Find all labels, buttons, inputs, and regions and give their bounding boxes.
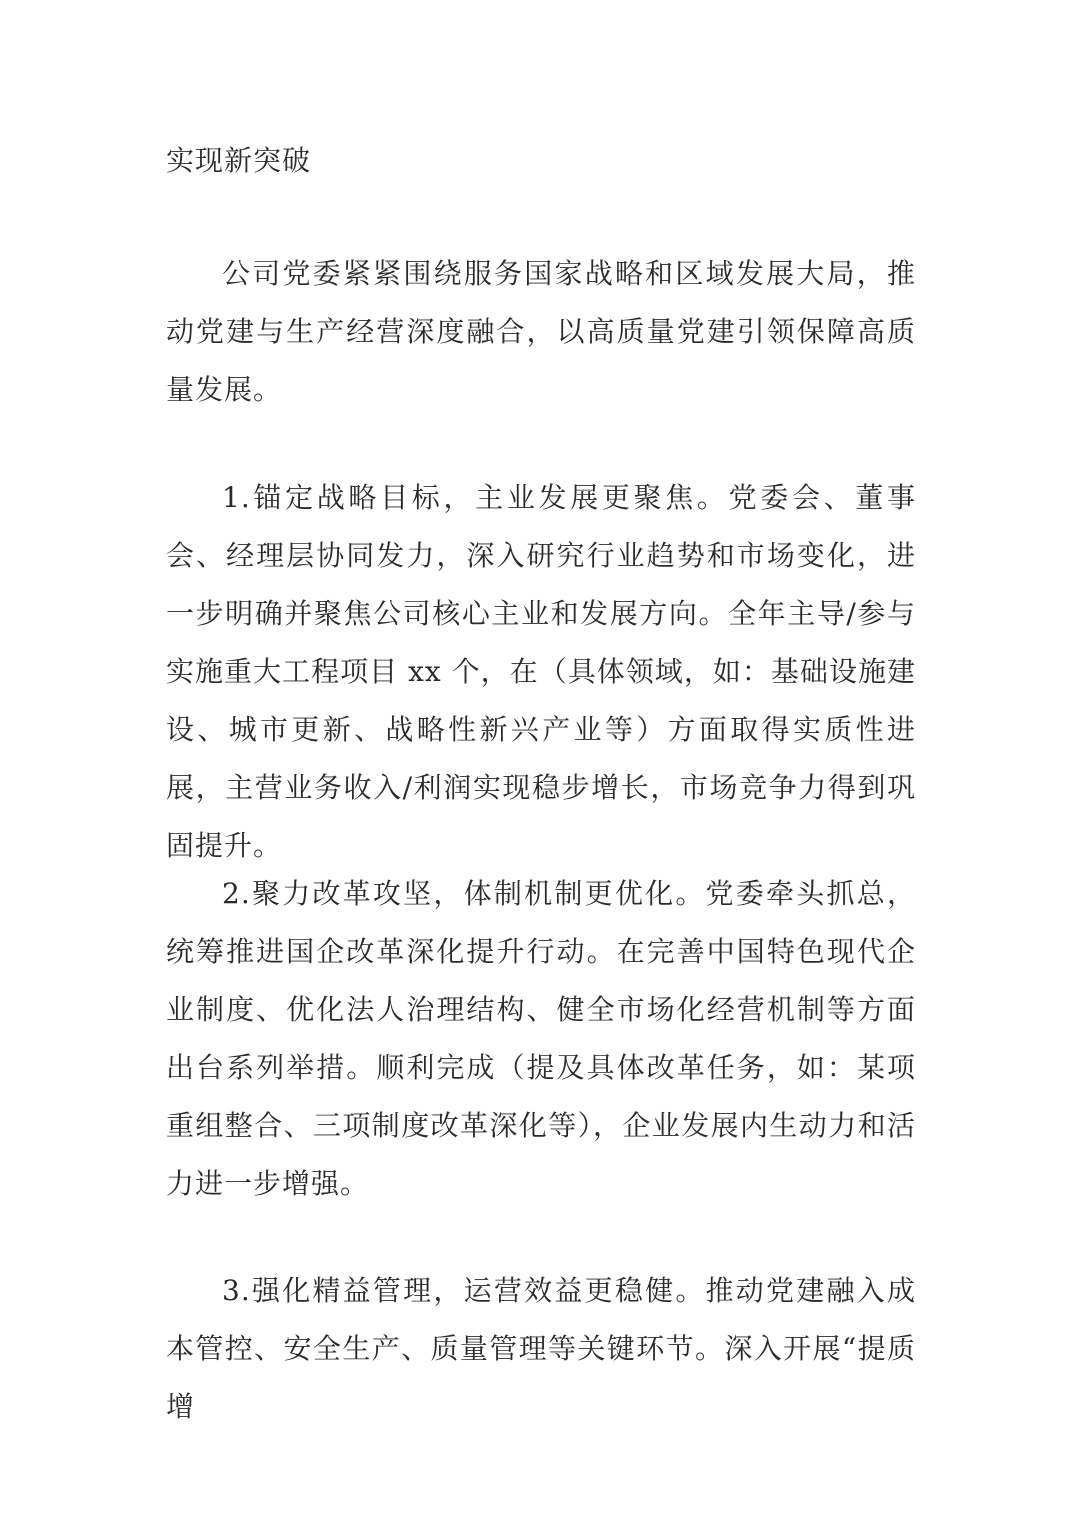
intro-paragraph: 公司党委紧紧围绕服务国家战略和区域发展大局，推动党建与生产经营深度融合，以高质量党建引领保障高质量发展。: [166, 257, 916, 406]
paragraph-strategic-goals: 1.锚定战略目标，主业发展更聚焦。党委会、董事会、经理层协同发力，深入研究行业趋势和市场变化，进一步明确并聚焦公司核心主业和发展方向。全年主导/参与实施重大工程项目 xx 个，在（具体领域，如：基础设施建设、城市更新、战略性新兴产业等）方面取得实质性进展，主营业务收入/利润实现稳步增长，市场竞争力得到巩固提升。: [166, 481, 916, 862]
paragraph-reform: 2.聚力改革攻坚，体制机制更优化。党委牵头抓总，统筹推进国企改革深化提升行动。在完善中国特色现代企业制度、优化法人治理结构、健全市场化经营机制等方面出台系列举措。顺利完成（提及具体改革任务，如：某项重组整合、三项制度改革深化等），企业发展内生动力和活力进一步增强。: [166, 877, 916, 1200]
heading-fragment: 实现新突破: [166, 144, 312, 177]
paragraph-lean-management: 3.强化精益管理，运营效益更稳健。推动党建融入成本管控、安全生产、质量管理等关键环节。深入开展“提质增: [166, 1274, 916, 1423]
